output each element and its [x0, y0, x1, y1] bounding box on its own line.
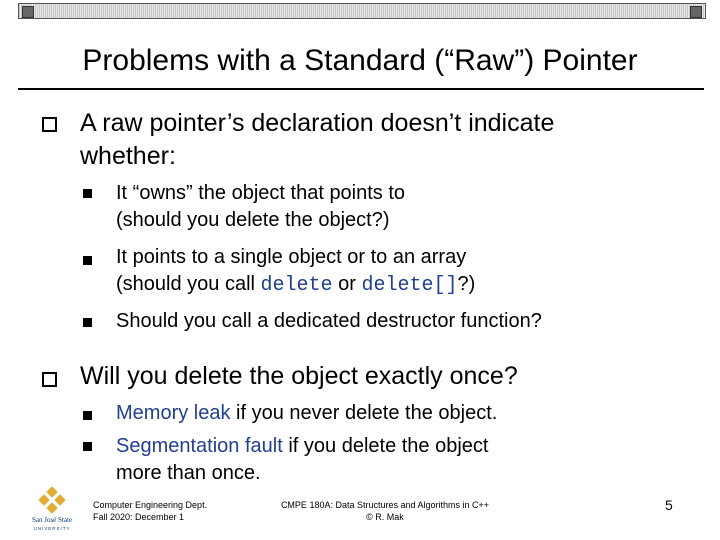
memory-leak-term: Memory leak — [116, 402, 231, 424]
filled-square-bullet-icon — [83, 318, 92, 327]
footer-course: CMPE 180A: Data Structures and Algorithms in C++ — [280, 500, 490, 510]
code-delete: delete — [260, 274, 333, 297]
footer-department: Computer Engineering Dept. — [93, 500, 208, 510]
code-delete-array: delete[] — [361, 274, 458, 297]
hollow-square-bullet-icon — [42, 372, 57, 387]
filled-square-bullet-icon — [83, 442, 92, 451]
sub-bullet-1-2-end: ?) — [457, 273, 476, 295]
logo-text-line-1: San José State — [31, 516, 73, 524]
bullet-2: Will you delete the object exactly once? — [80, 362, 518, 390]
sjsu-logo — [24, 486, 80, 532]
title-divider — [18, 88, 704, 90]
left-square-marker — [22, 6, 34, 18]
hollow-square-bullet-icon — [42, 117, 57, 132]
sub-bullet-1-1-line-2: (should you delete the object?) — [116, 209, 390, 231]
sub-bullet-2-2-line-1 — [116, 433, 488, 460]
filled-square-bullet-icon — [83, 411, 92, 420]
filled-square-bullet-icon — [83, 256, 92, 265]
sub-bullet-1-2-mid: or — [332, 273, 362, 295]
segmentation-fault-term: Segmentation fault — [116, 435, 283, 457]
filled-square-bullet-icon — [83, 189, 92, 198]
footer-left — [93, 499, 207, 523]
right-square-marker — [690, 6, 702, 18]
top-decorative-bar — [18, 3, 706, 19]
sub-bullet-2-2-rest: if you delete the object — [282, 435, 489, 457]
sub-bullet-2-1-rest: if you never delete the object. — [230, 402, 498, 424]
sub-bullet-1-1-line-1: It “owns” the object that points to — [116, 182, 406, 204]
logo-text-line-2: UNIVERSITY — [33, 526, 71, 531]
bullet-1-line-1: A raw pointer’s declaration doesn’t indicate — [80, 109, 555, 137]
footer-center — [250, 499, 520, 523]
page-number: 5 — [665, 497, 673, 513]
sub-bullet-1-2-prefix: (should you call — [116, 273, 261, 295]
sub-bullet-1-2-line-1: It points to a single object or to an array — [116, 246, 467, 268]
bullet-1-line-2: whether: — [80, 142, 176, 170]
sub-bullet-2-2-line-2: more than once. — [116, 462, 261, 484]
sub-bullet-1-3: Should you call a dedicated destructor function? — [116, 310, 542, 332]
slide-title: Problems with a Standard (“Raw”) Pointer — [82, 44, 638, 77]
sub-bullet-1-2-line-2 — [116, 271, 475, 299]
footer-copyright: © R. Mak — [366, 512, 404, 522]
footer-date: Fall 2020: December 1 — [93, 512, 185, 522]
sub-bullet-2-1 — [116, 400, 497, 427]
